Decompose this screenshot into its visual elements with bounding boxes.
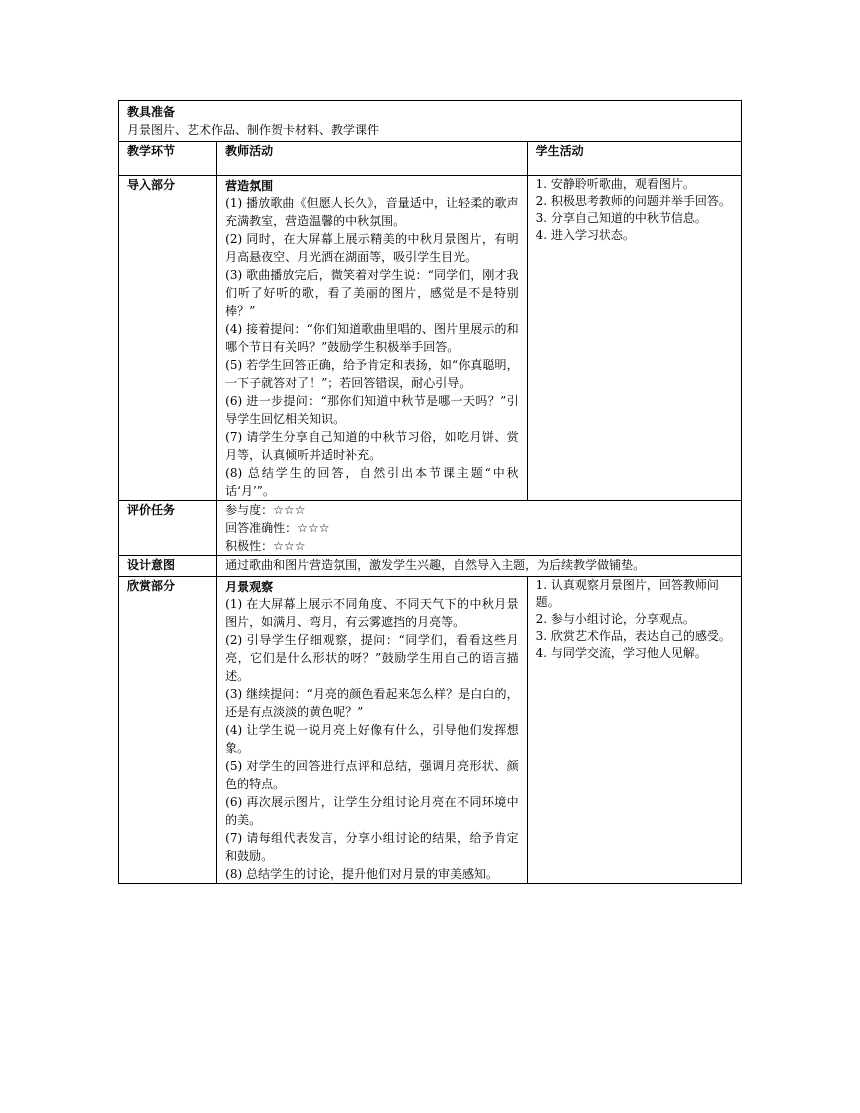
appreciate-step: (5) 对学生的回答进行点评和总结，强调月亮形状、颜色的特点。 <box>225 759 519 791</box>
header-stage: 教学环节 <box>119 142 217 176</box>
intro-subhead: 营造氛围 <box>225 179 274 193</box>
lesson-plan-table <box>118 100 742 884</box>
eval-item-name: 参与度： <box>225 503 274 517</box>
appreciate-student-cell <box>527 577 741 884</box>
appreciate-step: (8) 总结学生的讨论，提升他们对月景的审美感知。 <box>225 867 498 881</box>
intro-row <box>119 176 742 501</box>
intro-step: (3) 歌曲播放完后，微笑着对学生说：“同学们，刚才我们听了好听的歌，看了美丽的图片，感觉是不是特别棒？” <box>225 268 519 318</box>
eval-item-name: 回答准确性： <box>225 521 298 535</box>
intro-teacher-cell <box>217 176 527 501</box>
appreciate-step: (3) 继续提问：“月亮的颜色看起来怎么样？是白白的，还是有点淡淡的黄色呢？” <box>225 687 519 719</box>
eval-row <box>119 501 742 556</box>
appreciate-row <box>119 577 742 884</box>
prep-cell <box>119 101 742 142</box>
intro-step: (6) 进一步提问：“那你们知道中秋节是哪一天吗？”引导学生回忆相关知识。 <box>225 394 519 426</box>
intro-label: 导入部分 <box>119 176 217 501</box>
star-rating-icon: ☆☆☆ <box>273 503 306 517</box>
appreciate-student-item: 1. 认真观察月景图片，回答教师问题。 <box>535 578 719 609</box>
design-row <box>119 556 742 577</box>
design-text: 通过歌曲和图片营造氛围，激发学生兴趣，自然导入主题，为后续教学做铺垫。 <box>217 556 742 577</box>
appreciate-step: (4) 让学生说一说月亮上好像有什么，引导他们发挥想象。 <box>225 723 519 755</box>
appreciate-student-item: 3. 欣赏艺术作品，表达自己的感受。 <box>535 629 731 643</box>
intro-student-item: 2. 积极思考教师的问题并举手回答。 <box>535 194 731 208</box>
star-rating-icon: ☆☆☆ <box>273 539 306 553</box>
header-teacher: 教师活动 <box>217 142 527 176</box>
prep-text: 月景图片、艺术作品、制作贺卡材料、教学课件 <box>127 123 380 137</box>
appreciate-step: (6) 再次展示图片，让学生分组讨论月亮在不同环境中的美。 <box>225 795 519 827</box>
eval-label: 评价任务 <box>119 501 217 556</box>
appreciate-student-item: 4. 与同学交流，学习他人见解。 <box>535 646 707 660</box>
appreciate-label: 欣赏部分 <box>119 577 217 884</box>
appreciate-step: (1) 在大屏幕上展示不同角度、不同天气下的中秋月景图片，如满月、弯月，有云雾遮挡的月亮等。 <box>225 597 519 629</box>
appreciate-step: (2) 引导学生仔细观察，提问：“同学们，看看这些月亮，它们是什么形状的呀？”鼓励学生用自己的语言描述。 <box>225 633 519 683</box>
appreciate-teacher-cell <box>217 577 527 884</box>
intro-student-cell <box>527 176 741 501</box>
header-row <box>119 142 742 176</box>
eval-item-name: 积极性： <box>225 539 274 553</box>
intro-step: (4) 接着提问：“你们知道歌曲里唱的、图片里展示的和哪个节日有关吗？”鼓励学生积极举手回答。 <box>225 322 519 354</box>
appreciate-student-item: 2. 参与小组讨论，分享观点。 <box>535 612 695 626</box>
appreciate-step: (7) 请每组代表发言，分享小组讨论的结果，给予肯定和鼓励。 <box>225 831 519 863</box>
prep-title: 教具准备 <box>127 105 176 119</box>
intro-student-item: 4. 进入学习状态。 <box>535 228 635 242</box>
header-student: 学生活动 <box>527 142 741 176</box>
intro-student-item: 3. 分享自己知道的中秋节信息。 <box>535 211 707 225</box>
appreciate-subhead: 月景观察 <box>225 580 274 594</box>
eval-item <box>225 519 733 537</box>
prep-row <box>119 101 742 142</box>
intro-step: (5) 若学生回答正确，给予肯定和表扬，如“你真聪明，一下子就答对了！”；若回答错误，耐心引导。 <box>225 358 519 390</box>
intro-step: (7) 请学生分享自己知道的中秋节习俗，如吃月饼、赏月等，认真倾听并适时补充。 <box>225 430 519 462</box>
eval-cell <box>217 501 742 556</box>
intro-step: (8) 总结学生的回答，自然引出本节课主题“中秋话‘月’”。 <box>225 466 519 498</box>
intro-step: (1) 播放歌曲《但愿人长久》，音量适中，让轻柔的歌声充满教室，营造温馨的中秋氛围。 <box>225 196 519 228</box>
eval-item <box>225 501 733 519</box>
design-label: 设计意图 <box>119 556 217 577</box>
intro-student-item: 1. 安静聆听歌曲，观看图片。 <box>535 177 695 191</box>
star-rating-icon: ☆☆☆ <box>297 521 330 535</box>
eval-item <box>225 537 733 555</box>
intro-step: (2) 同时，在大屏幕上展示精美的中秋月景图片，有明月高悬夜空、月光洒在湖面等，吸引学生目光。 <box>225 232 519 264</box>
